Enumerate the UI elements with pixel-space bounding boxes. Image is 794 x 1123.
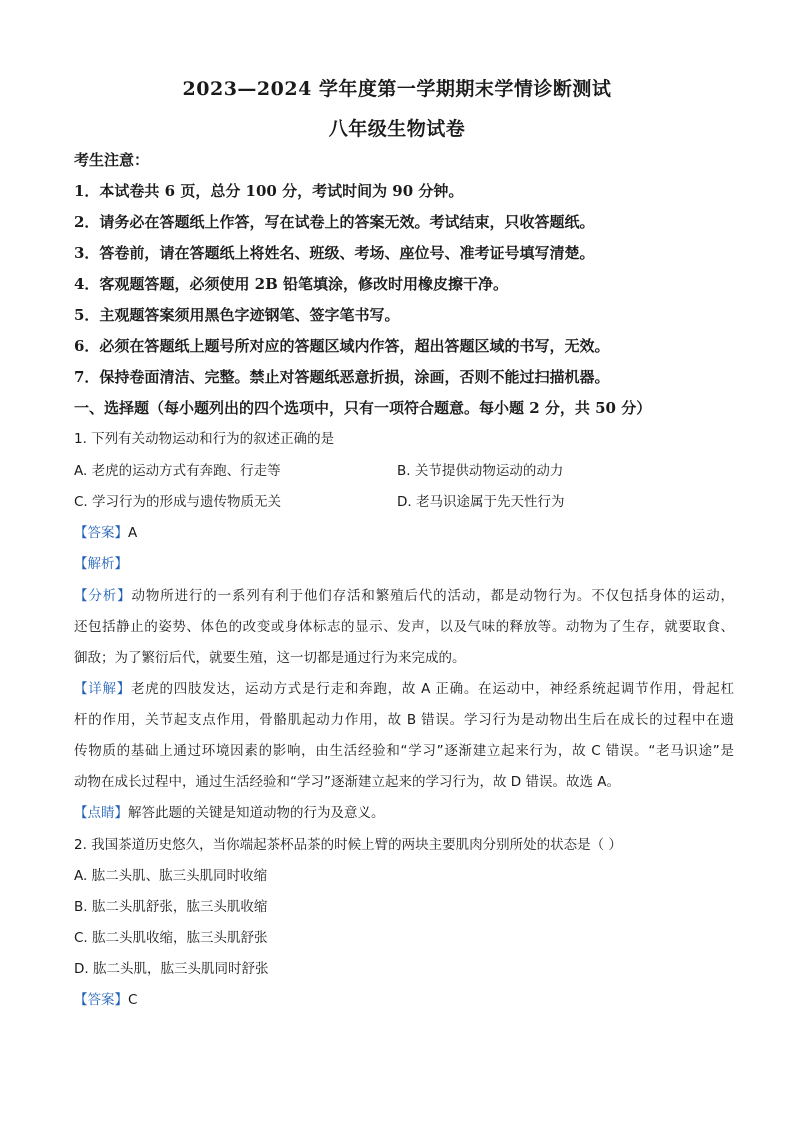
- fenxi-text: 还包括静止的姿势、体色的改变或身体标志的显示、发声，以及气味的释放等。动物为了生存，就要取食、: [74, 619, 734, 635]
- answer-value: A: [128, 525, 138, 541]
- exam-subtitle: 八年级生物试卷: [328, 118, 466, 140]
- xiangjie-text: 杆的作用，关节起支点作用，骨骼肌起动力作用，故 B 错误。学习行为是动物出生后在成长的过程中在遗: [74, 712, 734, 728]
- option-a: A. 老虎的运动方式有奔跑、行走等: [74, 463, 281, 479]
- notice-item: 7．保持卷面清洁、完整。禁止对答题纸恶意折损，涂画，否则不能过扫描机器。: [74, 368, 610, 386]
- notice-item: 1．本试卷共 6 页，总分 100 分，考试时间为 90 分钟。: [74, 182, 464, 200]
- notice-item: 2．请务必在答题纸上作答，写在试卷上的答案无效。考试结束，只收答题纸。: [74, 213, 595, 231]
- answer-tag: 【答案】: [74, 525, 128, 541]
- exam-title: 2023—2024 学年度第一学期期末学情诊断测试: [182, 78, 612, 100]
- dianjing-line: [74, 803, 734, 823]
- option-b: B. 关节提供动物运动的动力: [397, 463, 564, 479]
- notice-item: 6．必须在答题纸上题号所对应的答题区域内作答，超出答题区域的书写，无效。: [74, 337, 610, 355]
- notice-item: 4．客观题答题，必须使用 2B 铅笔填涂，修改时用橡皮擦干净。: [74, 275, 508, 293]
- xiangjie-text: 传物质的基础上通过环境因素的影响，由生活经验和“学习”逐渐建立起来行为，故 C 错误。“老马识途”是: [74, 743, 734, 759]
- notice-item: 3．答卷前，请在答题纸上将姓名、班级、考场、座位号、准考证号填写清楚。: [74, 244, 595, 262]
- notice-item: 5．主观题答案须用黑色字迹钢笔、签字笔书写。: [74, 306, 400, 324]
- answer-tag: 【答案】: [74, 992, 128, 1008]
- fenxi-text: 动物所进行的一系列有利于他们存活和繁殖后代的活动，都是动物行为。不仅包括身体的运动，: [131, 588, 735, 604]
- answer-value: C: [128, 992, 138, 1008]
- analysis-tag: 【解析】: [74, 556, 128, 572]
- fenxi-tag: 【分析】: [74, 588, 132, 604]
- question-stem: 1. 下列有关动物运动和行为的叙述正确的是: [74, 431, 335, 447]
- answer-line: [74, 523, 734, 543]
- option-c: C. 学习行为的形成与遗传物质无关: [74, 494, 282, 510]
- xiangjie-tag: 【详解】: [74, 681, 132, 697]
- xiangjie-line: [74, 679, 734, 699]
- xiangjie-text: 老虎的四肢发达，运动方式是行走和奔跑，故 A 正确。在运动中，神经系统起调节作用，骨起杠: [131, 681, 734, 697]
- section-heading: 一、选择题（每小题列出的四个选项中，只有一项符合题意。每小题 2 分，共 50 分）: [74, 399, 652, 417]
- answer-line: [74, 990, 734, 1010]
- dianjing-tag: 【点睛】: [74, 805, 128, 821]
- fenxi-text: 御敌；为了繁衍后代，就要生殖，这一切都是通过行为来完成的。: [74, 650, 466, 666]
- dianjing-text: 解答此题的关键是知道动物的行为及意义。: [128, 805, 385, 821]
- notice-heading: 考生注意：: [74, 151, 150, 169]
- option-c: C. 肱二头肌收缩，肱三头肌舒张: [74, 930, 268, 946]
- option-a: A. 肱二头肌、肱三头肌同时收缩: [74, 868, 268, 884]
- xiangjie-text: 动物在成长过程中，通过生活经验和“学习”逐渐建立起来的学习行为，故 D 错误。故选 A。: [74, 774, 620, 790]
- question-stem: 2. 我国茶道历史悠久，当你端起茶杯品茶的时候上臂的两块主要肌肉分别所处的状态是（ ）: [74, 837, 622, 853]
- option-b: B. 肱二头肌舒张，肱三头肌收缩: [74, 899, 268, 915]
- option-d: D. 肱二头肌，肱三头肌同时舒张: [74, 961, 269, 977]
- option-d: D. 老马识途属于先天性行为: [397, 494, 565, 510]
- analysis-line: [74, 554, 734, 574]
- fenxi-line: [74, 586, 734, 606]
